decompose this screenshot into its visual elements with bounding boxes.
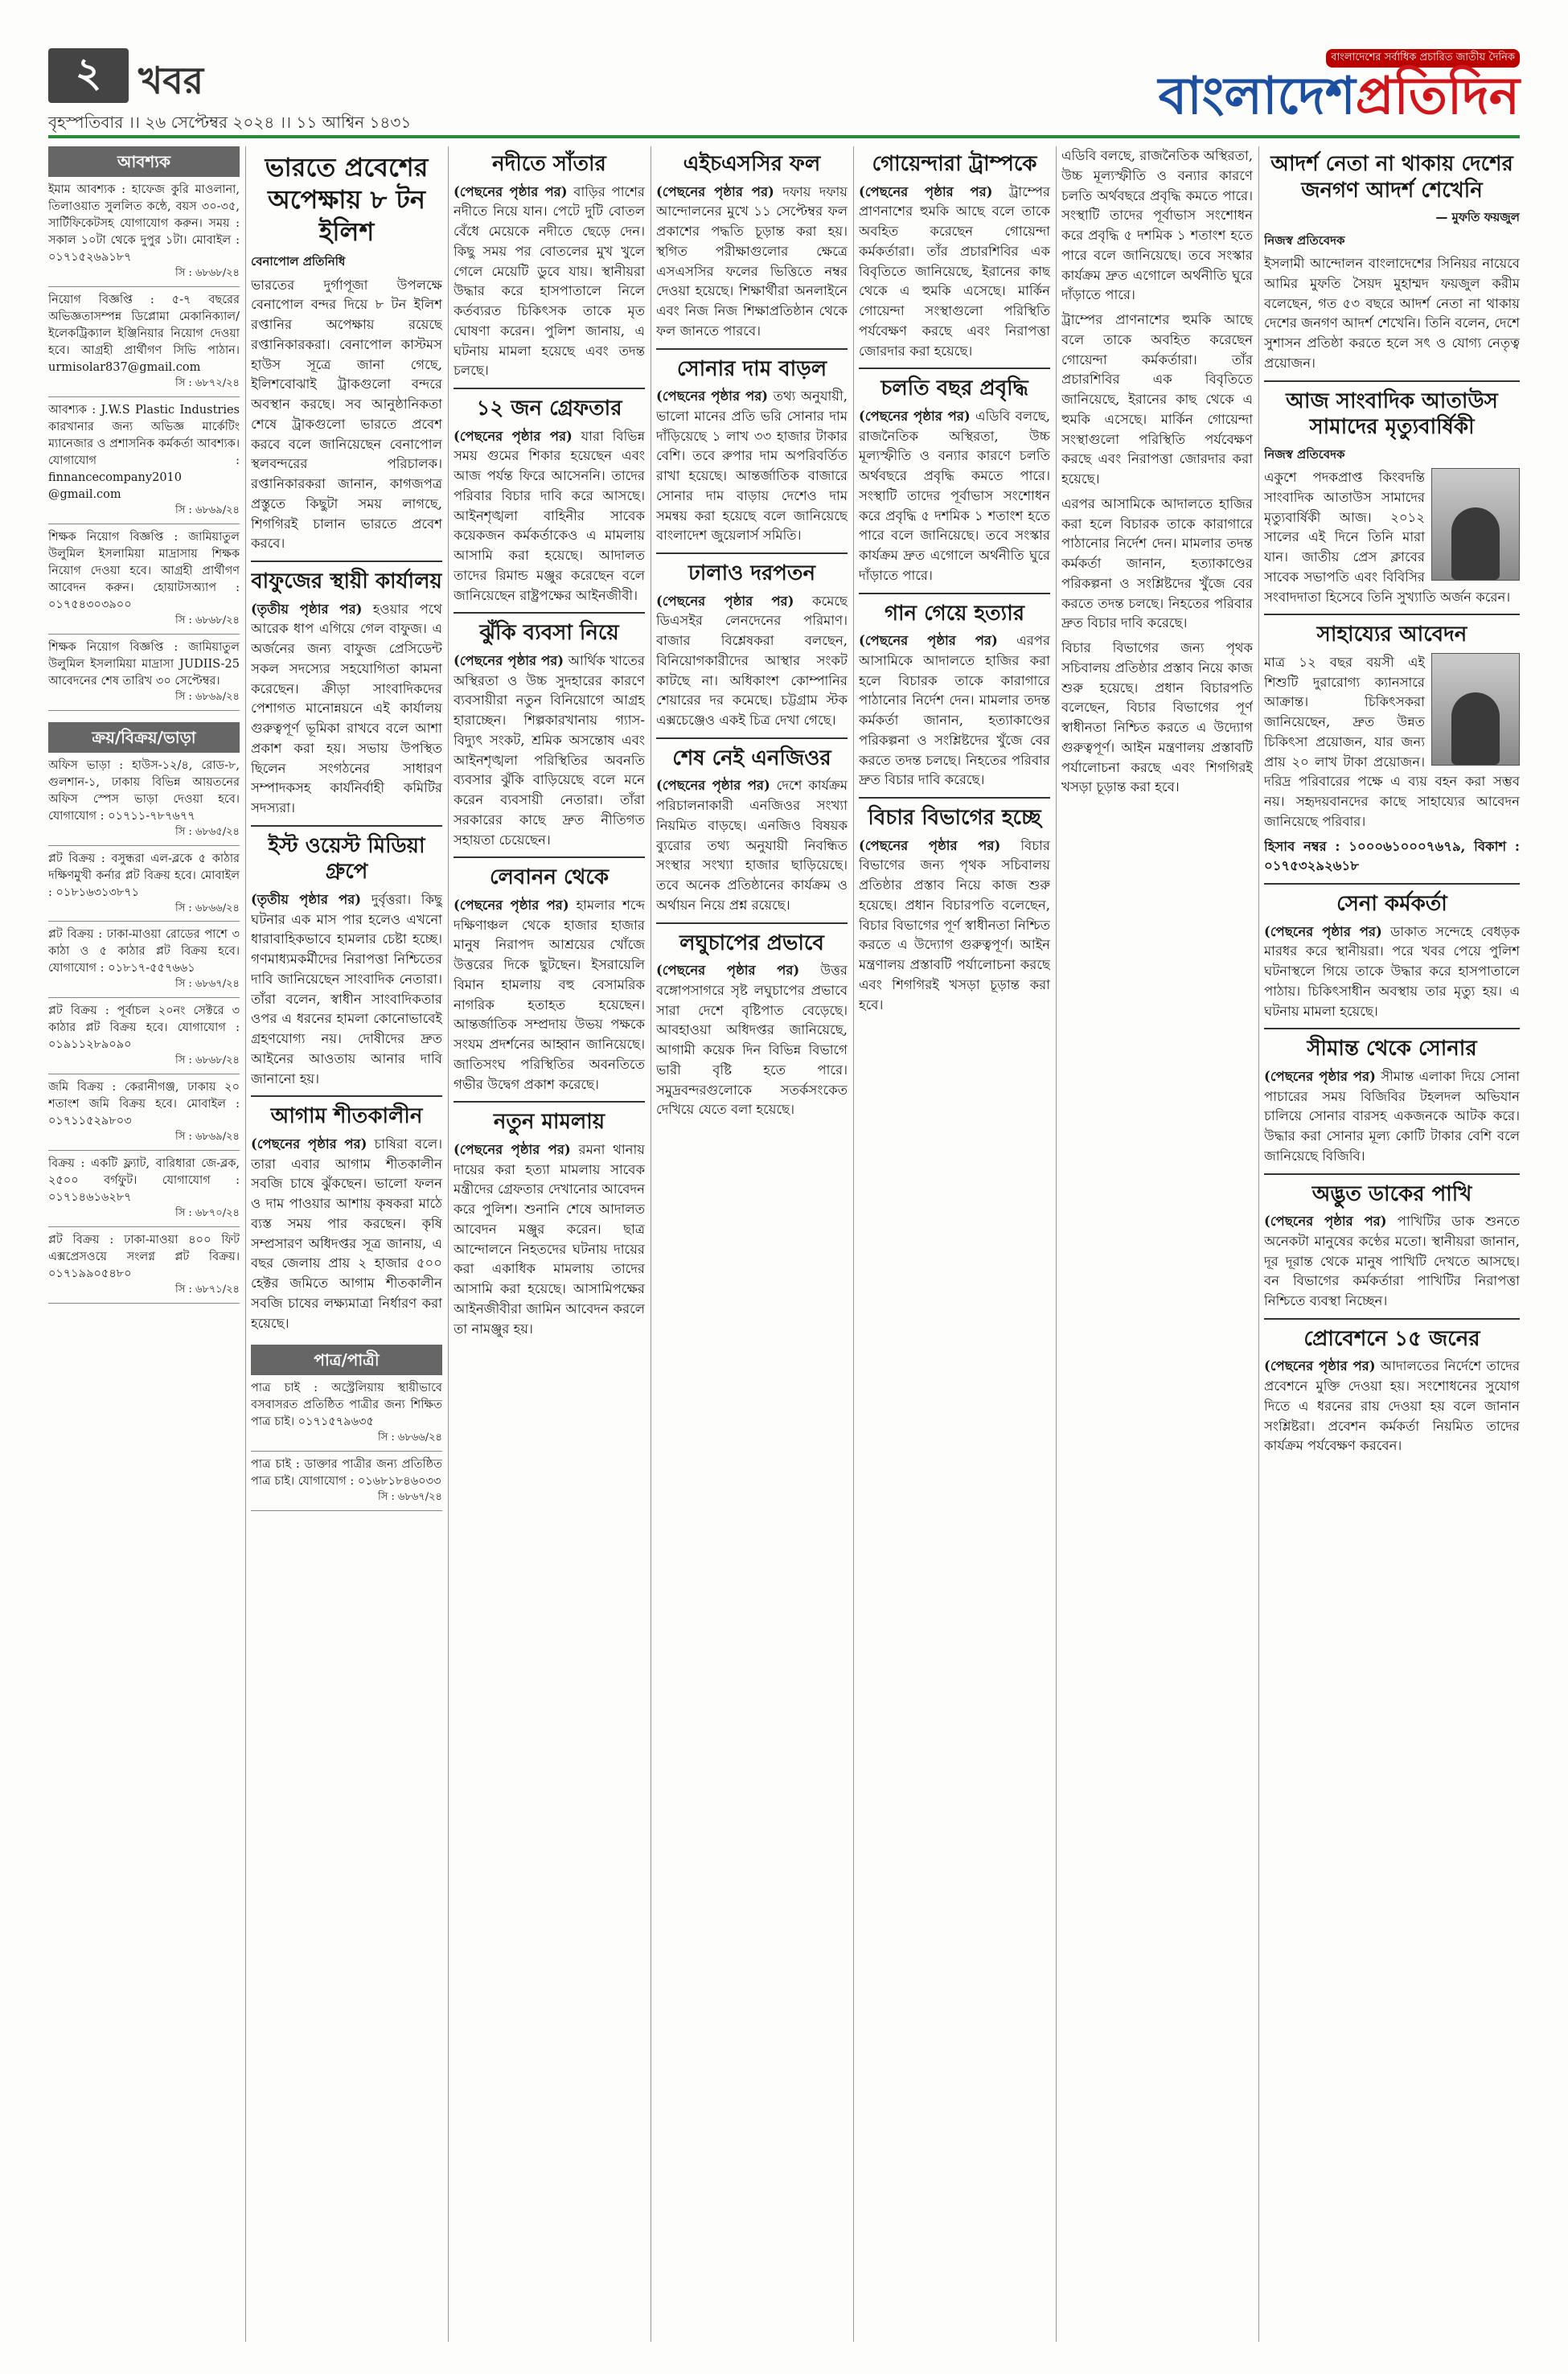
buysell-ad [48, 1232, 240, 1304]
article-body: কমেছে ডিএসইর লেনদেনের পরিমাণ। বাজার বিশ্লেষকরা বলছেন, বিনিয়োগকারীদের আস্থার সংকট কাটছে না। অধিকাংশ কোম্পানির শেয়ারের দর কমেছে। চট্টগ্রাম স্টক এক্সচেঞ্জেও একই চিত্র দেখা গেছে। [656, 593, 848, 728]
article-body: ইসলামী আন্দোলন বাংলাদেশের সিনিয়র নায়েবে আমির মুফতি সৈয়দ মুহাম্মদ ফয়জুল করীম বলেছেন, গত ৫৩ বছরে আদর্শ নেতা না থাকায় দেশের জনগণ আদর্শ শেখেনি। তিনি বলেন, দেশে সুশাসন প্রতিষ্ঠা করতে হলে সৎ ও যোগ্য নেতৃত্ব প্রয়োজন। [1264, 256, 1520, 371]
continued-label: (পেছনের পৃষ্ঠার পর) [656, 593, 794, 609]
continued-label: (তৃতীয় পৃষ্ঠার পর) [251, 891, 362, 907]
ad-text: প্লট বিক্রয় : বসুন্ধরা এল-ব্লকে ৫ কাঠার দক্ষিণমুখী কর্নার প্লট বিক্রয় হবে। মোবাইল : ০১৮১৬৩১৩৮৭১ [48, 852, 240, 899]
divider [859, 593, 1050, 594]
article-byline: — মুফতি ফয়জুল [1435, 210, 1520, 224]
divider [251, 561, 442, 562]
column-divider [245, 146, 246, 2342]
buysell-ad [48, 926, 240, 998]
divider [251, 1095, 442, 1097]
article-headline: সেনা কর্মকর্তা [1336, 892, 1447, 916]
classified-ad [48, 292, 240, 397]
news-column [1264, 146, 1520, 2342]
ad-text: ইমাম আবশ্যক : হাফেজ কুরি মাওলানা, তিলাওয়াত সুললিত কন্ঠে, বয়স ৩০-৩৫, সার্টিফিকেটসহ যোগাযোগ করুন। সময় : সকাল ১০টা থেকে দুপুর ১টা। মোবাইল : ০১৭১৫২৬৯১৮৭ [48, 183, 240, 265]
article-headline: আজ সাংবাদিক আতাউস সামাদের মৃত্যুবার্ষিকী [1286, 388, 1498, 439]
article-body: আর্থিক খাতের অস্থিরতা ও উচ্চ সুদহারের কারণে ব্যবসায়ীরা নতুন বিনিয়োগে আগ্রহ হারাচ্ছেন। শিল্পকারখানায় গ্যাস-বিদ্যুৎ সংকট, শ্রমিক অসন্তোষ এবং আইনশৃঙ্খলা পরিস্থিতির অবনতি ব্যবসার ঝুঁকি বাড়িয়েছে বলে মনে করেন ব্যবসায়ী নেতারা। তাঁরা সরকারের কাছে দ্রুত নীতিগত সহায়তা চেয়েছেন। [454, 652, 645, 848]
ad-text: শিক্ষক নিয়োগ বিজ্ঞপ্তি : জামিয়াতুল উলুমিল ইসলামিয়া মাদ্রাসা JUDIIS-25 আবেদনের শেষ তারিখ ৩০ সেপ্টেম্বর। [48, 640, 240, 688]
ad-text: প্লট বিক্রয় : ঢাকা-মাওয়া রোডের পাশে ৩ কাঠা ও ৫ কাঠার প্লট বিক্রয় হবে। যোগাযোগ : ০১৮১৭-৫৫৭৬৬১ [48, 928, 240, 975]
continued-label: (পেছনের পৃষ্ঠার পর) [859, 183, 993, 199]
ad-ref: সি : ৬৮৬৫/২৪ [175, 825, 240, 838]
article-body: বিচার বিভাগের জন্য পৃথক সচিবালয় প্রতিষ্ঠার প্রস্তাব নিয়ে কাজ শুরু হয়েছে। প্রধান বিচারপতি বলেছেন, বিচার বিভাগের পূর্ণ স্বাধীনতা নিশ্চিত করতে এ উদ্যোগ গুরুত্বপূর্ণ। আইন মন্ত্রণালয় প্রস্তাবটি পর্যালোচনা করছে এবং শিগগিরই খসড়া চূড়ান্ত করা হবে। [1061, 640, 1253, 795]
article-body: এরপর আসামিকে আদালতে হাজির করা হলে বিচারক তাকে কারাগারে পাঠানোর নির্দেশ দেন। মামলার তদন্ত কর্মকর্তা জানান, হত্যাকাণ্ডের পরিকল্পনা ও সংশ্লিষ্টদের খুঁজে বের করতে তদন্ত চলছে। নিহতের পরিবার দ্রুত বিচার দাবি করেছে। [859, 633, 1050, 788]
article-reporter: নিজস্ব প্রতিবেদক [1264, 232, 1345, 248]
article-body: তথ্য অনুযায়ী, ভালো মানের প্রতি ভরি সোনার দাম দাঁড়িয়েছে ১ লাখ ৩৩ হাজার টাকার বেশি। তবে রুপার দাম অপরিবর্তিত রাখা হয়েছে। আন্তর্জাতিক বাজারে সোনার দাম বাড়ায় দেশেও দাম সমন্বয় করা হয়েছে বলে জানিয়েছে বাংলাদেশ জুয়েলার্স সমিতি। [656, 388, 848, 544]
ad-text: পাত্র চাই : অস্ট্রেলিয়ায় স্থায়ীভাবে বসবাসরত প্রতিষ্ঠিত পাত্রীর জন্য শিক্ষিত পাত্র চাই। ০১৭১৫৭৯৬৩৫ [251, 1382, 442, 1429]
masthead [48, 48, 1520, 130]
continued-label: (পেছনের পৃষ্ঠার পর) [1264, 1358, 1376, 1374]
ad-ref: সি : ৬৮৬৯/২৪ [175, 1131, 240, 1144]
brand-name-part1: বাংলাদেশ [1158, 67, 1356, 126]
divider [1264, 1318, 1520, 1320]
divider [859, 797, 1050, 799]
article-headline: ভারতে প্রবেশের অপেক্ষায় ৮ টন ইলিশ [265, 152, 429, 247]
ad-ref: সি : ৬৮৬৮/২৪ [175, 267, 240, 280]
article-headline: শেষ নেই এনজিওর [672, 745, 831, 770]
continued-label: (পেছনের পৃষ্ঠার পর) [859, 633, 998, 648]
continued-label: (পেছনের পৃষ্ঠার পর) [1264, 1214, 1387, 1229]
classified-ad [48, 639, 240, 711]
continued-label: (পেছনের পৃষ্ঠার পর) [454, 652, 564, 668]
portrait-photo [1431, 468, 1520, 581]
article-headline: সীমান্ত থেকে সোনার [1307, 1037, 1477, 1062]
matrimonial-ad [251, 1456, 442, 1511]
ad-ref: সি : ৬৮৭২/২৪ [174, 377, 240, 389]
article-body: এরপর আসামিকে আদালতে হাজির করা হলে বিচারক তাকে কারাগারে পাঠানোর নির্দেশ দেন। মামলার তদন্ত কর্মকর্তা জানান, হত্যাকাণ্ডের পরিকল্পনা ও সংশ্লিষ্টদের খুঁজে বের করতে তদন্ত চলছে। নিহতের পরিবার দ্রুত বিচার দাবি করেছে। [1061, 495, 1253, 631]
article-headline: ইস্ট ওয়েস্ট মিডিয়া গ্রুপে [268, 833, 425, 885]
ad-ref: সি : ৬৮৬৯/২৪ [175, 503, 240, 516]
matrimonial-ad [251, 1380, 442, 1452]
classified-ad [48, 402, 240, 524]
article-body: পাখিটির ডাক শুনতে অনেকটা মানুষের কণ্ঠের মতো। স্থানীয়রা জানান, দূর দূরান্ত থেকে মানুষ পাখিটি দেখতে আসছে। বন বিভাগের কর্মকর্তারা পাখিটির নিরাপত্তা নিশ্চিতে ব্যবস্থা নিচ্ছেন। [1264, 1214, 1520, 1308]
ad-text: পাত্র চাই : ডাক্তার পাত্রীর জন্য প্রতিষ্ঠিত পাত্র চাই। যোগাযোগ : ০১৬৮১৮৪৬০৩৩ [251, 1458, 442, 1489]
divider [1264, 614, 1520, 615]
article-body: ট্রাম্পের প্রাণনাশের হুমকি আছে বলে তাকে অবহিত করেছেন গোয়েন্দা কর্মকর্তারা। তাঁর প্রচারশিবির এক বিবৃতিতে জানিয়েছে, ইরানের কাছ থেকে এ হুমকি এসেছে। মার্কিন গোয়েন্দা সংস্থাগুলো পরিস্থিতি পর্যবেক্ষণ করছে এবং নিরাপত্তা জোরদার করা হয়েছে। [859, 183, 1050, 359]
divider [1264, 380, 1520, 382]
article-body: উত্তর বঙ্গোপসাগরে সৃষ্ট লঘুচাপের প্রভাবে সারা দেশে বৃষ্টিপাত বেড়েছে। আবহাওয়া অধিদপ্তর জানিয়েছে, আগামী কয়েক দিন বিভিন্ন বিভাগে ভারী বৃষ্টি হতে পারে। সমুদ্রবন্দরগুলোকে সতর্কসংকেত দেখিয়ে যেতে বলা হয়েছে। [656, 963, 848, 1118]
article-headline: প্রোবেশনে ১৫ জনের [1303, 1326, 1480, 1351]
divider [454, 612, 645, 614]
article-body: একুশে পদকপ্রাপ্ত কিংবদন্তি সাংবাদিক আতাউস সামাদের মৃত্যুবার্ষিকী আজ। ২০১২ সালের এই দিনে তিনি মারা যান। জাতীয় প্রেস ক্লাবের সাবেক সভাপতি এবং বিবিসির সংবাদদাতা হিসেবে তিনি সুখ্যাতি অর্জন করেন। [1264, 470, 1511, 605]
ad-text: প্লট বিক্রয় : পূর্বাচল ২০নং সেক্টরে ৩ কাঠার প্লট বিক্রয় হবে। যোগাযোগ : ০১৯১১২৮৯০৯০ [48, 1004, 240, 1052]
date-line: বৃহস্পতিবার ।। ২৬ সেপ্টেম্বর ২০২৪ ।। ১১ আশ্বিন ১৪৩১ [48, 113, 412, 132]
divider [656, 552, 848, 554]
article-headline: চলতি বছর প্রবৃদ্ধি [880, 376, 1028, 401]
ad-ref: সি : ৬৮৬৮/২৪ [175, 1054, 240, 1067]
ad-text: শিক্ষক নিয়োগ বিজ্ঞপ্তি : জামিয়াতুল উলুমিল ইসলামিয়া মাদ্রাসায় শিক্ষক নিয়োগ দেওয়া হবে। আগ্রহী প্রার্থীগণ আবেদন করুন। হোয়াটসঅ্যাপ : ০১৭৫৪৩০৩৯০০ [48, 530, 240, 611]
divider [251, 825, 442, 827]
article-headline: ঢালাও দরপতন [688, 561, 815, 585]
article-body: বাড়ির পাশের নদীতে নিয়ে যান। পেটে দুটি বোতল বেঁধে মেয়েকে নদীতে ছেড়ে দেন। কিছু সময় পর বোতলের মুখ খুলে গেলে মেয়েটি ডুবে যায়। স্থানীয়রা উদ্ধার করে হাসপাতালে নিলে কর্তব্যরত চিকিৎসক তাকে মৃত ঘোষণা করেন। পুলিশ জানায়, এ ঘটনায় মামলা হয়েছে এবং তদন্ত চলছে। [454, 183, 645, 379]
continued-label: (পেছনের পৃষ্ঠার পর) [656, 963, 800, 978]
article-headline: আদর্শ নেতা না থাকায় দেশের জনগণ আদর্শ শেখেনি [1270, 152, 1513, 203]
article-reporter: নিজস্ব প্রতিবেদক [1264, 446, 1345, 462]
classifieds-column [48, 146, 240, 2342]
news-column [454, 146, 645, 2342]
ad-text: জমি বিক্রয় : কেরানীগঞ্জ, ঢাকায় ২০ শতাংশ জমি বিক্রয় হবে। মোবাইল : ০১৭১১৫২৯৮০৩ [48, 1081, 240, 1128]
article-body: দফায় দফায় আন্দোলনের মুখে ১১ সেপ্টেম্বর ফল প্রকাশের পদ্ধতি চূড়ান্ত করা হয়। স্থগিত পরীক্ষাগুলোর ক্ষেত্রে এসএসসির ফলের ভিত্তিতে নম্বর দেওয়া হয়েছে। শিক্ষার্থীরা অনলাইনে এবং নিজ নিজ শিক্ষাপ্রতিষ্ঠান থেকে ফল জানতে পারবে। [656, 183, 848, 339]
article-body: আদালতের নির্দেশে তাদের প্রবেশনে মুক্তি দেওয়া হয়। সংশোধনের সুযোগ দিতে এ ধরনের রায় দেওয়া হয় বলে জানান সংশ্লিষ্টরা। প্রবেশন কর্মকর্তা নিয়মিত তাদের কার্যক্রম পর্যবেক্ষণ করবেন। [1264, 1358, 1520, 1454]
article-body: এডিবি বলছে, রাজনৈতিক অস্থিরতা, উচ্চ মূল্যস্ফীতি ও বন্যার কারণে চলতি অর্থবছরে প্রবৃদ্ধি কমতে পারে। সংস্থাটি তাদের পূর্বাভাস সংশোধন করে প্রবৃদ্ধি ৫ দশমিক ১ শতাংশ হতে পারে বলে জানিয়েছে। তবে সংস্কার কার্যক্রম দ্রুত এগোলে অর্থনীতি ঘুরে দাঁড়াতে পারে। [859, 408, 1050, 583]
ad-ref: সি : ৬৮৭০/২৪ [174, 1207, 240, 1220]
ad-ref: সি : ৬৮৬৮/২৪ [175, 614, 240, 626]
continued-label: (পেছনের পৃষ্ঠার পর) [859, 837, 1001, 853]
column-divider [1258, 146, 1259, 2342]
news-column [656, 146, 848, 2342]
article-body: চাষিরা বলে। তারা এবার আগাম শীতকালীন সবজি চাষে ঝুঁকছেন। ভালো ফলন ও দাম পাওয়ার আশায় কৃষকরা মাঠে ব্যস্ত সময় পার করছেন। কৃষি সম্প্রসারণ অধিদপ্তর সূত্র জানায়, এ বছর জেলায় প্রায় ২ হাজার ৫০০ হেক্টর জমিতে আগাম শীতকালীন সবজি চাষের লক্ষ্যমাত্রা নির্ধারণ করা হয়েছে। [251, 1136, 442, 1331]
page-number: ২ [48, 48, 129, 103]
continued-label: (পেছনের পৃষ্ঠার পর) [454, 428, 573, 444]
buysell-header: ক্রয়/বিক্রয়/ভাড়া [48, 722, 240, 753]
article-headline: এইচএসসির ফল [683, 152, 821, 176]
ad-text: আবশ্যক : J.W.S Plastic Industries কারখানার জন্য অভিজ্ঞ মার্কেটিং ম্যানেজার ও প্রশাসনিক কর্মকর্তা আবশ্যক। যোগাযোগ : finnancecompany2010 @gmail.com [48, 403, 240, 501]
article-headline: নদীতে সাঁতার [492, 152, 606, 176]
article-headline: সোনার দাম বাড়ল [676, 356, 827, 381]
continued-label: (পেছনের পৃষ্ঠার পর) [454, 183, 568, 199]
continued-label: (পেছনের পৃষ্ঠার পর) [859, 408, 971, 424]
divider [656, 922, 848, 924]
divider [1264, 883, 1520, 885]
masthead-rule [48, 135, 1520, 138]
continued-label: (পেছনের পৃষ্ঠার পর) [1264, 1068, 1376, 1084]
divider [454, 388, 645, 389]
continued-label: (পেছনের পৃষ্ঠার পর) [1264, 923, 1382, 939]
buysell-ad [48, 758, 240, 846]
news-column [251, 146, 442, 2342]
ad-ref: সি : ৬৮৭১/২৪ [175, 1284, 240, 1296]
article-headline: ঝুঁকি ব্যবসা নিয়ে [479, 621, 619, 646]
article-body: মাত্র ১২ বছর বয়সী এই শিশুটি দুরারোগ্য ক্যানসারে আক্রান্ত। চিকিৎসকরা জানিয়েছেন, দ্রুত উন্নত চিকিৎসা প্রয়োজন, যার জন্য প্রায় ২০ লাখ টাকা প্রয়োজন। দরিদ্র পরিবারের পক্ষে এ ব্যয় বহন করা সম্ভব নয়। সহৃদয়বানদের কাছে সাহায্যের আবেদন জানিয়েছে পরিবার। [1264, 654, 1520, 829]
buysell-ad [48, 1079, 240, 1151]
continued-label: (পেছনের পৃষ্ঠার পর) [656, 183, 774, 199]
newspaper-logo [1158, 48, 1520, 126]
article-body: সীমান্ত এলাকা দিয়ে সোনা পাচারের সময় বিজিবির টহলদল অভিযান চালিয়ে সোনার বারসহ একজনকে আটক করে। উদ্ধার করা সোনার মূল্য কোটি টাকার বেশি বলে জানিয়েছে বিজিবি। [1264, 1068, 1520, 1164]
article-headline: গোয়েন্দারা ট্রাম্পকে [872, 152, 1037, 176]
bank-account: হিসাব নম্বর : ১০০০৬১০০০৭৬৭৯, বিকাশ : ০১৭৫৩২৯২৬১৮ [1264, 838, 1520, 874]
buysell-ad [48, 851, 240, 922]
continued-label: (পেছনের পৃষ্ঠার পর) [454, 897, 569, 913]
continued-label: (পেছনের পৃষ্ঠার পর) [454, 1141, 571, 1157]
continued-label: (পেছনের পৃষ্ঠার পর) [656, 388, 769, 404]
ad-text: অফিস ভাড়া : হাউস-১২/৪, রোড-৮, গুলশান-১, ঢাকায় বিভিন্ন আয়তনের অফিস স্পেস ভাড়া দেওয়া হবে। যোগাযোগ : ০১৭১১-৭৮৭৬৭৭ [48, 758, 240, 823]
divider [656, 737, 848, 739]
article-body: ডাকাত সন্দেহে বেধড়ক মারধর করে স্থানীয়রা। পরে খবর পেয়ে পুলিশ ঘটনাস্থলে গিয়ে তাকে উদ্ধার করে হাসপাতালে পাঠায়। চিকিৎসাধীন অবস্থায় তার মৃত্যু হয়। এ ঘটনায় মামলা হয়েছে। [1264, 923, 1520, 1019]
ad-ref: সি : ৬৮৬৬/২৪ [377, 1431, 442, 1444]
ad-text: নিয়োগ বিজ্ঞপ্তি : ৫-৭ বছরের অভিজ্ঞতাসম্পন্ন ডিপ্লোমা মেকানিক্যাল/ইলেকট্রিক্যাল ইঞ্জিনিয়ার নিয়োগ দেওয়া হবে। আগ্রহী প্রার্থীগণ সিভি পাঠান। urmisolar837@gmail.com [48, 293, 240, 374]
article-body: বিচার বিভাগের জন্য পৃথক সচিবালয় প্রতিষ্ঠার প্রস্তাব নিয়ে কাজ শুরু হয়েছে। প্রধান বিচারপতি বলেছেন, বিচার বিভাগের পূর্ণ স্বাধীনতা নিশ্চিত করতে এ উদ্যোগ গুরুত্বপূর্ণ। আইন মন্ত্রণালয় প্রস্তাবটি পর্যালোচনা করছে এবং শিগগিরই খসড়া চূড়ান্ত করা হবে। [859, 837, 1050, 1012]
article-headline: ১২ জন গ্রেফতার [476, 396, 622, 421]
article-headline: নতুন মামলায় [493, 1110, 605, 1135]
column-divider [853, 146, 854, 2342]
column-divider [448, 146, 449, 2342]
article-body: দুর্বৃত্তরা। কিছু ঘটনার এক মাস পার হলেও এখনো ধারাবাহিকভাবে হামলার চেষ্টা হচ্ছে। গণমাধ্যমকর্মীদের নিরাপত্তা নিশ্চিতের দাবি জানিয়েছেন সাংবাদিক নেতারা। তাঁরা বলেন, স্বাধীন সাংবাদিকতার ওপর এ ধরনের হামলা কোনোভাবেই গ্রহণযোগ্য নয়। দোষীদের দ্রুত আইনের আওতায় আনার দাবি জানানো হয়। [251, 891, 442, 1086]
child-photo [1431, 653, 1520, 766]
article-body: ভারতের দুর্গাপূজা উপলক্ষে বেনাপোল বন্দর দিয়ে ৮ টন ইলিশ রপ্তানির অপেক্ষায় রয়েছে রপ্তানিকারকরা। বেনাপোল কাস্টমস হাউস সূত্রে জানা গেছে, ইলিশবোঝাই ট্রাকগুলো বন্দরে অবস্থান করছে। সব আনুষ্ঠানিকতা শেষে ট্রাকগুলো ভারতে প্রবেশ করবে বলে জানিয়েছেন বেনাপোল স্থলবন্দরের পরিচালক। রপ্তানিকারকরা জানান, কাগজপত্র প্রস্তুতে কিছুটা সময় লাগছে, শিগগিরই চালান ভারতে প্রবেশ করবে। [251, 277, 442, 552]
article-headline: গান গেয়ে হত্যার [884, 601, 1025, 626]
buysell-ad [48, 1003, 240, 1074]
classified-ad [48, 182, 240, 287]
column-divider [1056, 146, 1057, 2342]
news-column [1061, 146, 1253, 2342]
article-body: দেশে কার্যক্রম পরিচালনাকারী এনজিওর সংখ্যা নিয়মিত বাড়ছে। এনজিও বিষয়ক ব্যুরোর তথ্য অনুযায়ী নিবন্ধিত সংস্থার সংখ্যা হাজার ছাড়িয়েছে। তবে অনেক প্রতিষ্ঠানের কার্যক্রম ও অর্থায়ন নিয়ে প্রশ্ন রয়েছে। [656, 778, 848, 913]
divider [1264, 1028, 1520, 1029]
article-body: রমনা থানায় দায়ের করা হত্যা মামলায় সাবেক মন্ত্রীদের গ্রেফতার দেখানোর আবেদন করে পুলিশ। শুনানি শেষে আদালত আবেদন মঞ্জুর করেন। ছাত্র আন্দোলনে নিহতদের ঘটনায় দায়ের করা একাধিক মামলায় তাদের আসামি করা হয়েছে। আসামিপক্ষের আইনজীবীরা জামিন আবেদন করলে তা নামঞ্জুর হয়। [454, 1141, 645, 1337]
buysell-ad [48, 1156, 240, 1227]
article-headline: বাফুজের স্থায়ী কার্যালয় [251, 569, 442, 594]
article-body: হামলার শব্দে দক্ষিণাঞ্চল থেকে হাজার হাজার মানুষ নিরাপদ আশ্রয়ের খোঁজে উত্তরের দিকে ছুটছেন। ইসরায়েলি বিমান হামলায় বহু বেসামরিক নাগরিক হতাহত হয়েছেন। আন্তর্জাতিক সম্প্রদায় উভয় পক্ষকে সংযম প্রদর্শনের আহ্বান জানিয়েছে। জাতিসংঘ পরিস্থিতির অবনতিতে গভীর উদ্বেগ প্রকাশ করেছে। [454, 897, 645, 1092]
divider [454, 1101, 645, 1103]
brand-name-part2: প্রতিদিন [1355, 67, 1520, 126]
brand-name [1158, 67, 1520, 126]
ad-ref: সি : ৬৮৬৬/২৪ [174, 902, 240, 914]
divider [454, 856, 645, 858]
article-body: ট্রাম্পের প্রাণনাশের হুমকি আছে বলে তাকে অবহিত করেছেন গোয়েন্দা কর্মকর্তারা। তাঁর প্রচারশিবির এক বিবৃতিতে জানিয়েছে, ইরানের কাছ থেকে এ হুমকি এসেছে। মার্কিন গোয়েন্দা সংস্থাগুলো পরিস্থিতি পর্যবেক্ষণ করছে এবং নিরাপত্তা জোরদার করা হয়েছে। [1061, 312, 1253, 487]
ad-text: প্লট বিক্রয় : ঢাকা-মাওয়া ৪০০ ফিট এক্সপ্রেসওয়ে সংলগ্ন প্লট বিক্রয়। ০১৭১৯৯০৫৪৮০ [48, 1233, 240, 1280]
article-body: হওয়ার পথে আরেক ধাপ এগিয়ে গেল বাফুজ। এ অর্জনের জন্য বাফুজ প্রেসিডেন্ট সকল সদস্যের সহযোগিতা কামনা করেছেন। ক্রীড়া সাংবাদিকদের পেশাগত মানোন্নয়নে এই কার্যালয় গুরুত্বপূর্ণ ভূমিকা রাখবে বলে আশা প্রকাশ করা হয়। সভায় উপস্থিত ছিলেন সংগঠনের সাধারণ সম্পাদকসহ কার্যনির্বাহী কমিটির সদস্যরা। [251, 601, 442, 815]
article-headline: সাহায্যের আবেদন [1316, 622, 1467, 647]
continued-label: (তৃতীয় পৃষ্ঠার পর) [251, 601, 363, 617]
ad-ref: সি : ৬৮৬৭/২৪ [174, 978, 240, 991]
article-headline: অদ্ভুত ডাকের পাখি [1311, 1181, 1472, 1206]
matrimonial-header: পাত্র/পাত্রী [251, 1345, 442, 1375]
continued-label: (পেছনের পৃষ্ঠার পর) [656, 778, 770, 794]
article-body: যারা বিভিন্ন সময় গুমের শিকার হয়েছেন এবং আজ পর্যন্ত ফিরে আসেননি। তাদের পরিবার বিচার দাবি করে আসছে। আইনশৃঙ্খলা বাহিনীর সাবেক কয়েকজন কর্মকর্তাকেও এ মামলায় আসামি করা হয়েছে। আদালত তাদের রিমান্ড মঞ্জুর করেছেন বলে জানিয়েছেন রাষ্ট্রপক্ষের আইনজীবী। [454, 428, 645, 603]
divider [1264, 1173, 1520, 1175]
divider [656, 348, 848, 350]
news-column [859, 146, 1050, 2342]
continued-label: (পেছনের পৃষ্ঠার পর) [251, 1136, 367, 1152]
classified-ad [48, 529, 240, 635]
article-byline: বেনাপোল প্রতিনিধি [251, 254, 346, 269]
article-headline: বিচার বিভাগের হচ্ছে [868, 806, 1041, 830]
ad-ref: সি : ৬৮৬৯/২৪ [175, 690, 240, 703]
article-body: এডিবি বলছে, রাজনৈতিক অস্থিরতা, উচ্চ মূল্যস্ফীতি ও বন্যার কারণে চলতি অর্থবছরে প্রবৃদ্ধি কমতে পারে। সংস্থাটি তাদের পূর্বাভাস সংশোধন করে প্রবৃদ্ধি ৫ দশমিক ১ শতাংশ হতে পারে বলে জানিয়েছে। তবে সংস্কার কার্যক্রম দ্রুত এগোলে অর্থনীতি ঘুরে দাঁড়াতে পারে। [1061, 148, 1253, 303]
brand-tagline: বাংলাদেশের সর্বাধিক প্রচারিত জাতীয় দৈনিক [1326, 49, 1520, 68]
article-headline: লেবানন থেকে [489, 865, 610, 890]
classifieds-header: আবশ্যক [48, 146, 240, 177]
article-headline: আগাম শীতকালীন [270, 1104, 423, 1129]
ad-ref: সি : ৬৮৬৭/২৪ [377, 1491, 442, 1504]
ad-text: বিক্রয় : একটি ফ্ল্যাট, বারিধারা জে-ব্লক, ২৫০০ বর্গফুট। যোগাযোগ : ০১৭১৪৬১৬২৮৭ [48, 1157, 240, 1205]
divider [859, 368, 1050, 369]
article-headline: লঘুচাপের প্রভাবে [679, 930, 824, 955]
section-title: খবর [138, 59, 204, 102]
